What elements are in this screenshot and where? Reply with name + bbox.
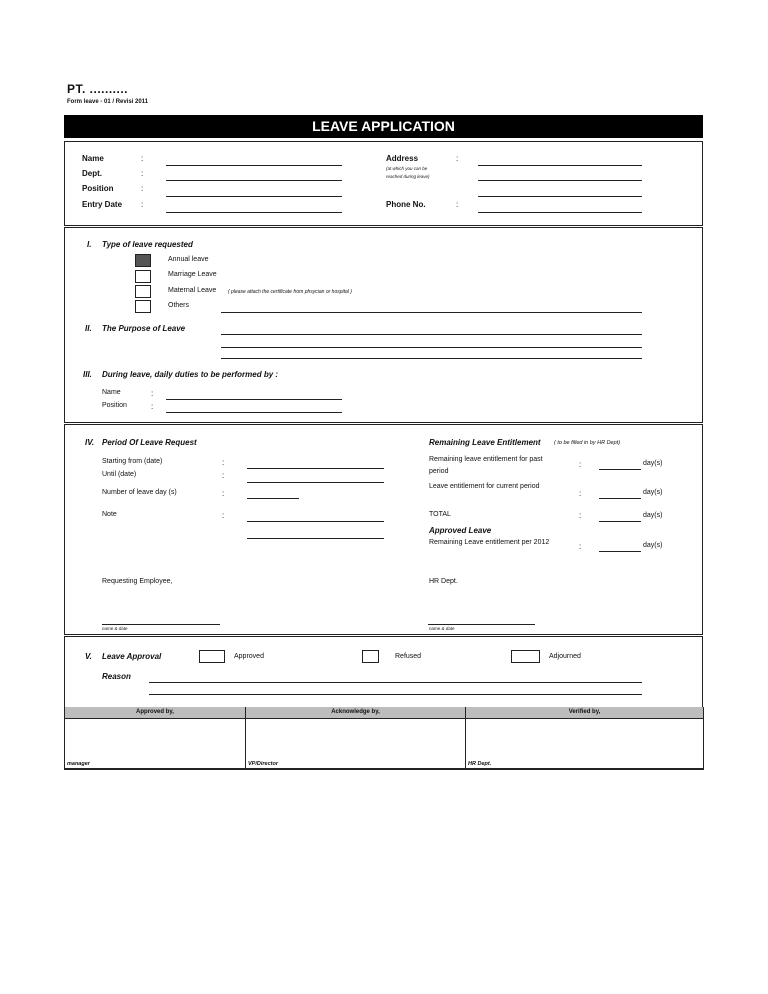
section-1-number: I. [87, 240, 92, 249]
entry-date-label: Entry Date [82, 200, 123, 209]
reason-field-1[interactable] [149, 682, 642, 683]
past-entitlement-field[interactable] [599, 469, 641, 470]
colon: : [456, 154, 459, 163]
entitlement-title: Remaining Leave Entitlement [429, 438, 541, 447]
starting-date-label: Starting from (date) [102, 458, 163, 465]
employee-name-date-caption: name & date [102, 626, 128, 631]
day-unit: day(s) [643, 460, 663, 467]
others-field[interactable] [221, 312, 642, 313]
colon: : [222, 458, 225, 467]
past-entitlement-label: Remaining leave entitlement for past [429, 456, 543, 463]
colon: : [222, 489, 225, 498]
colon: : [579, 489, 582, 498]
purpose-field-2[interactable] [221, 347, 642, 348]
entitlement-note: ( to be filled in by HR Dept) [554, 440, 621, 446]
colon: : [579, 542, 582, 551]
approved-label: Approved [234, 653, 264, 660]
dept-label: Dept. [82, 169, 102, 178]
colon: : [579, 460, 582, 469]
address-field-1[interactable] [478, 165, 642, 166]
approved-checkbox[interactable] [199, 650, 225, 663]
colon: : [222, 471, 225, 480]
note-label: Note [102, 511, 117, 518]
manager-signature-cell[interactable] [65, 718, 246, 768]
annual-leave-checkbox[interactable] [135, 254, 151, 267]
address-field-2[interactable] [478, 180, 642, 181]
approved-by-header: Approved by, [65, 707, 246, 719]
section-1-title: Type of leave requested [102, 240, 193, 249]
adjourned-label: Adjourned [549, 653, 581, 660]
section-3-title: During leave, daily duties to be performed by : [102, 370, 279, 379]
replacement-position-label: Position [102, 402, 127, 409]
entry-date-field[interactable] [166, 212, 342, 213]
day-unit: day(s) [643, 512, 663, 519]
address-note: (at which you can be [386, 166, 428, 171]
vp-signature-cell[interactable] [246, 718, 466, 768]
hr-name-date-caption: name & date [429, 626, 455, 631]
leave-days-field[interactable] [247, 498, 299, 499]
position-label: Position [82, 184, 114, 193]
dept-field[interactable] [166, 180, 342, 181]
refused-checkbox[interactable] [362, 650, 379, 663]
leave-period-section [64, 424, 703, 635]
phone-field[interactable] [478, 212, 642, 213]
others-checkbox[interactable] [135, 300, 151, 313]
reason-label: Reason [102, 672, 131, 681]
maternal-leave-label: Maternal Leave [168, 287, 217, 294]
acknowledge-by-header: Acknowledge by, [246, 707, 466, 719]
reason-field-2[interactable] [149, 694, 642, 695]
remaining-entitlement-field[interactable] [599, 551, 641, 552]
maternal-leave-checkbox[interactable] [135, 285, 151, 298]
colon: : [141, 184, 144, 193]
address-note: reached during leave) [386, 174, 430, 179]
position-field[interactable] [166, 196, 342, 197]
note-field-2[interactable] [247, 538, 384, 539]
past-entitlement-label-2: period [429, 468, 449, 475]
verified-by-header: Verified by, [466, 707, 703, 719]
refused-label: Refused [395, 653, 422, 660]
maternal-note: ( please attach the certificate from phsycian or hospital ) [228, 289, 352, 295]
personal-info-section [64, 141, 703, 226]
section-3-number: III. [83, 370, 92, 379]
hr-signature-cell[interactable] [466, 718, 703, 768]
others-label: Others [168, 302, 190, 309]
day-unit: day(s) [643, 489, 663, 496]
name-field[interactable] [166, 165, 342, 166]
section-5-number: V. [85, 652, 92, 661]
approved-leave-label: Approved Leave [429, 526, 492, 535]
leave-approval-section [64, 636, 703, 707]
replacement-position-field[interactable] [166, 412, 342, 413]
current-entitlement-field[interactable] [599, 498, 641, 499]
form-code: Form leave - 01 / Revisi 2011 [67, 99, 149, 105]
starting-date-field[interactable] [247, 468, 384, 469]
purpose-field-1[interactable] [221, 334, 642, 335]
form-title: LEAVE APPLICATION [64, 115, 703, 138]
address-field-3[interactable] [478, 196, 642, 197]
remaining-entitlement-label: Remaining Leave entitlement per 2012 [429, 539, 550, 546]
until-date-label: Until (date) [102, 471, 137, 478]
colon: : [456, 200, 459, 209]
manager-caption: manager [67, 761, 90, 767]
company-name: PT. .......... [67, 82, 129, 96]
until-date-field[interactable] [247, 482, 384, 483]
colon: : [141, 169, 144, 178]
replacement-name-label: Name [102, 389, 121, 396]
section-2-title: The Purpose of Leave [102, 324, 186, 333]
purpose-field-3[interactable] [221, 358, 642, 359]
requesting-employee-label: Requesting Employee, [102, 578, 173, 585]
note-field-1[interactable] [247, 521, 384, 522]
leave-details-section [64, 227, 703, 423]
section-4-number: IV. [85, 438, 95, 447]
leave-days-label: Number of leave day (s) [102, 489, 177, 496]
total-label: TOTAL [429, 511, 451, 518]
colon: : [222, 511, 225, 520]
section-4-title: Period Of Leave Request [102, 438, 197, 447]
phone-label: Phone No. [386, 200, 426, 209]
section-2-number: II. [85, 324, 92, 333]
current-entitlement-label: Leave entitlement for current period [429, 483, 540, 490]
colon: : [141, 154, 144, 163]
signature-table [64, 707, 704, 770]
adjourned-checkbox[interactable] [511, 650, 540, 663]
address-label: Address [386, 154, 419, 163]
colon: : [579, 511, 582, 520]
section-5-title: Leave Approval [102, 652, 162, 661]
vp-caption: VP/Director [248, 761, 278, 767]
colon: : [141, 200, 144, 209]
total-field[interactable] [599, 521, 641, 522]
marriage-leave-checkbox[interactable] [135, 270, 151, 283]
replacement-name-field[interactable] [166, 399, 342, 400]
annual-leave-label: Annual leave [168, 256, 209, 263]
hr-dept-label: HR Dept. [429, 578, 458, 585]
day-unit: day(s) [643, 542, 663, 549]
colon: : [151, 389, 154, 398]
marriage-leave-label: Marriage Leave [168, 271, 217, 278]
name-label: Name [82, 154, 104, 163]
hr-caption: HR Dept. [468, 761, 492, 767]
colon: : [151, 402, 154, 411]
